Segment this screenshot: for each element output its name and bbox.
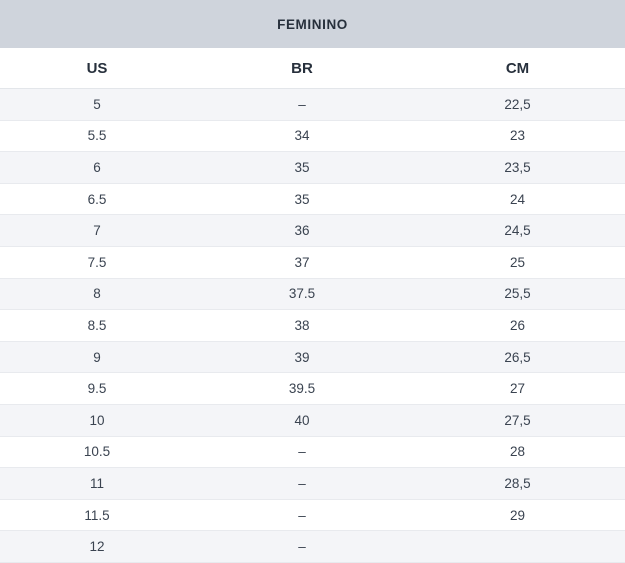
- cell-br: –: [194, 531, 410, 563]
- cell-cm: 23,5: [410, 152, 625, 184]
- cell-us: 11: [0, 468, 194, 500]
- table-title-row: [0, 0, 625, 48]
- cell-br: –: [194, 499, 410, 531]
- cell-cm: 24: [410, 183, 625, 215]
- cell-cm: 23: [410, 120, 625, 152]
- table-row: [0, 89, 625, 121]
- cell-cm: 25: [410, 246, 625, 278]
- table-row: [0, 341, 625, 373]
- table-row: [0, 531, 625, 563]
- cell-br: –: [194, 468, 410, 500]
- cell-br: 38: [194, 310, 410, 342]
- table-title: FEMININO: [0, 0, 625, 48]
- cell-br: 39: [194, 341, 410, 373]
- cell-br: 35: [194, 183, 410, 215]
- column-header-cm: CM: [410, 48, 625, 89]
- cell-us: 6.5: [0, 183, 194, 215]
- cell-us: 9: [0, 341, 194, 373]
- cell-cm: 26,5: [410, 341, 625, 373]
- cell-br: 39.5: [194, 373, 410, 405]
- table-row: [0, 499, 625, 531]
- table-row: [0, 436, 625, 468]
- cell-us: 5: [0, 89, 194, 121]
- column-header-br: BR: [194, 48, 410, 89]
- table-row: [0, 183, 625, 215]
- cell-br: –: [194, 436, 410, 468]
- table-row: [0, 310, 625, 342]
- table-row: [0, 278, 625, 310]
- cell-us: 7.5: [0, 246, 194, 278]
- cell-br: 37.5: [194, 278, 410, 310]
- cell-us: 8: [0, 278, 194, 310]
- cell-br: 36: [194, 215, 410, 247]
- cell-br: 34: [194, 120, 410, 152]
- cell-cm: [410, 531, 625, 563]
- cell-cm: 27: [410, 373, 625, 405]
- cell-cm: 27,5: [410, 404, 625, 436]
- cell-cm: 22,5: [410, 89, 625, 121]
- cell-us: 9.5: [0, 373, 194, 405]
- cell-us: 12: [0, 531, 194, 563]
- table-row: [0, 468, 625, 500]
- cell-cm: 25,5: [410, 278, 625, 310]
- cell-us: 7: [0, 215, 194, 247]
- cell-cm: 26: [410, 310, 625, 342]
- cell-us: 11.5: [0, 499, 194, 531]
- table-header-row: [0, 48, 625, 89]
- cell-us: 5.5: [0, 120, 194, 152]
- cell-us: 10.5: [0, 436, 194, 468]
- cell-br: 37: [194, 246, 410, 278]
- table-row: [0, 373, 625, 405]
- cell-cm: 29: [410, 499, 625, 531]
- cell-br: 40: [194, 404, 410, 436]
- cell-cm: 28: [410, 436, 625, 468]
- table-row: [0, 152, 625, 184]
- cell-us: 8.5: [0, 310, 194, 342]
- table-row: [0, 215, 625, 247]
- cell-cm: 24,5: [410, 215, 625, 247]
- cell-us: 6: [0, 152, 194, 184]
- cell-us: 10: [0, 404, 194, 436]
- cell-br: –: [194, 89, 410, 121]
- column-header-us: US: [0, 48, 194, 89]
- cell-cm: 28,5: [410, 468, 625, 500]
- table-row: [0, 120, 625, 152]
- table-row: [0, 246, 625, 278]
- cell-br: 35: [194, 152, 410, 184]
- table-row: [0, 404, 625, 436]
